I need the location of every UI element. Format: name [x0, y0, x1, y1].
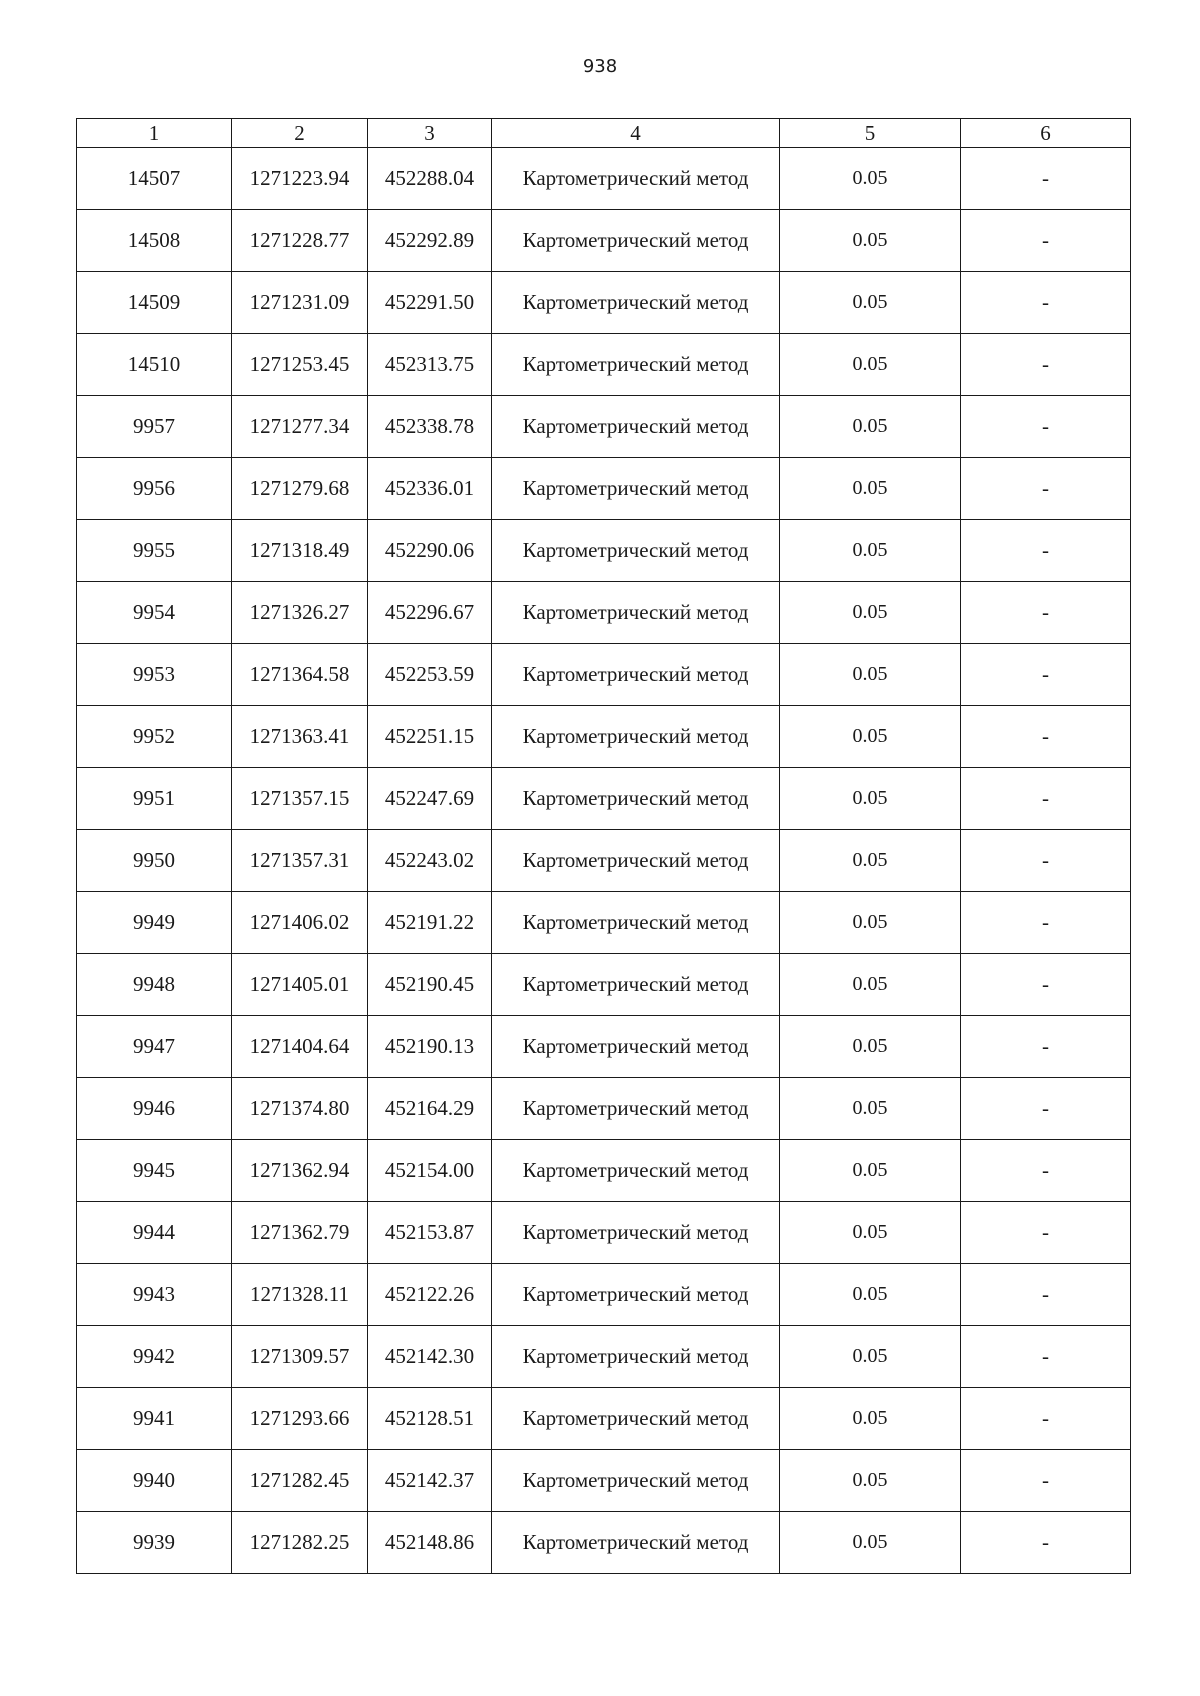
note-cell: -	[961, 892, 1131, 954]
method-cell: Картометрический метод	[492, 1326, 780, 1388]
note-cell: -	[961, 582, 1131, 644]
note-cell: -	[961, 1140, 1131, 1202]
x-coordinate-cell: 1271364.58	[232, 644, 368, 706]
y-coordinate-cell: 452243.02	[368, 830, 492, 892]
y-coordinate-cell: 452313.75	[368, 334, 492, 396]
note-cell: -	[961, 210, 1131, 272]
note-cell: -	[961, 644, 1131, 706]
accuracy-cell: 0.05	[780, 520, 961, 582]
note-cell: -	[961, 830, 1131, 892]
x-coordinate-cell: 1271357.31	[232, 830, 368, 892]
note-cell: -	[961, 1202, 1131, 1264]
method-cell: Картометрический метод	[492, 1078, 780, 1140]
method-cell: Картометрический метод	[492, 148, 780, 210]
note-cell: -	[961, 1264, 1131, 1326]
accuracy-cell: 0.05	[780, 396, 961, 458]
accuracy-cell: 0.05	[780, 1078, 961, 1140]
x-coordinate-cell: 1271328.11	[232, 1264, 368, 1326]
accuracy-cell: 0.05	[780, 148, 961, 210]
point-number-cell: 14510	[77, 334, 232, 396]
method-cell: Картометрический метод	[492, 334, 780, 396]
point-number-cell: 14508	[77, 210, 232, 272]
point-number-cell: 9951	[77, 768, 232, 830]
y-coordinate-cell: 452292.89	[368, 210, 492, 272]
accuracy-cell: 0.05	[780, 892, 961, 954]
y-coordinate-cell: 452253.59	[368, 644, 492, 706]
point-number-cell: 9957	[77, 396, 232, 458]
point-number-cell: 14509	[77, 272, 232, 334]
x-coordinate-cell: 1271326.27	[232, 582, 368, 644]
table-row	[77, 272, 1131, 334]
x-coordinate-cell: 1271228.77	[232, 210, 368, 272]
y-coordinate-cell: 452288.04	[368, 148, 492, 210]
x-coordinate-cell: 1271362.94	[232, 1140, 368, 1202]
table-header	[77, 119, 1131, 148]
table-body	[77, 148, 1131, 1574]
y-coordinate-cell: 452142.37	[368, 1450, 492, 1512]
accuracy-cell: 0.05	[780, 954, 961, 1016]
method-cell: Картометрический метод	[492, 1450, 780, 1512]
column-header-3: 3	[368, 119, 492, 148]
table-row	[77, 706, 1131, 768]
method-cell: Картометрический метод	[492, 396, 780, 458]
table-row	[77, 1512, 1131, 1574]
method-cell: Картометрический метод	[492, 1512, 780, 1574]
table-row	[77, 458, 1131, 520]
note-cell: -	[961, 396, 1131, 458]
note-cell: -	[961, 1512, 1131, 1574]
column-header-6: 6	[961, 119, 1131, 148]
point-number-cell: 9950	[77, 830, 232, 892]
accuracy-cell: 0.05	[780, 210, 961, 272]
y-coordinate-cell: 452128.51	[368, 1388, 492, 1450]
accuracy-cell: 0.05	[780, 706, 961, 768]
note-cell: -	[961, 1016, 1131, 1078]
y-coordinate-cell: 452122.26	[368, 1264, 492, 1326]
column-header-5: 5	[780, 119, 961, 148]
point-number-cell: 9940	[77, 1450, 232, 1512]
table-row	[77, 1326, 1131, 1388]
point-number-cell: 9948	[77, 954, 232, 1016]
method-cell: Картометрический метод	[492, 458, 780, 520]
x-coordinate-cell: 1271357.15	[232, 768, 368, 830]
point-number-cell: 14507	[77, 148, 232, 210]
accuracy-cell: 0.05	[780, 272, 961, 334]
point-number-cell: 9952	[77, 706, 232, 768]
x-coordinate-cell: 1271277.34	[232, 396, 368, 458]
point-number-cell: 9941	[77, 1388, 232, 1450]
method-cell: Картометрический метод	[492, 1140, 780, 1202]
point-number-cell: 9939	[77, 1512, 232, 1574]
point-number-cell: 9956	[77, 458, 232, 520]
method-cell: Картометрический метод	[492, 1202, 780, 1264]
column-header-2: 2	[232, 119, 368, 148]
accuracy-cell: 0.05	[780, 1202, 961, 1264]
table-row	[77, 520, 1131, 582]
accuracy-cell: 0.05	[780, 582, 961, 644]
column-header-4: 4	[492, 119, 780, 148]
x-coordinate-cell: 1271282.25	[232, 1512, 368, 1574]
method-cell: Картометрический метод	[492, 954, 780, 1016]
method-cell: Картометрический метод	[492, 706, 780, 768]
x-coordinate-cell: 1271405.01	[232, 954, 368, 1016]
method-cell: Картометрический метод	[492, 210, 780, 272]
method-cell: Картометрический метод	[492, 768, 780, 830]
method-cell: Картометрический метод	[492, 520, 780, 582]
x-coordinate-cell: 1271318.49	[232, 520, 368, 582]
method-cell: Картометрический метод	[492, 1264, 780, 1326]
coordinates-table	[76, 118, 1131, 1574]
point-number-cell: 9946	[77, 1078, 232, 1140]
table-row	[77, 1388, 1131, 1450]
table-row	[77, 582, 1131, 644]
x-coordinate-cell: 1271404.64	[232, 1016, 368, 1078]
table-row	[77, 334, 1131, 396]
accuracy-cell: 0.05	[780, 458, 961, 520]
method-cell: Картометрический метод	[492, 644, 780, 706]
table-row	[77, 830, 1131, 892]
method-cell: Картометрический метод	[492, 1016, 780, 1078]
y-coordinate-cell: 452142.30	[368, 1326, 492, 1388]
table-row	[77, 892, 1131, 954]
note-cell: -	[961, 1326, 1131, 1388]
accuracy-cell: 0.05	[780, 1016, 961, 1078]
y-coordinate-cell: 452153.87	[368, 1202, 492, 1264]
y-coordinate-cell: 452247.69	[368, 768, 492, 830]
y-coordinate-cell: 452164.29	[368, 1078, 492, 1140]
table-row	[77, 1140, 1131, 1202]
point-number-cell: 9955	[77, 520, 232, 582]
note-cell: -	[961, 1078, 1131, 1140]
accuracy-cell: 0.05	[780, 830, 961, 892]
table-row	[77, 1078, 1131, 1140]
note-cell: -	[961, 954, 1131, 1016]
table-row	[77, 644, 1131, 706]
x-coordinate-cell: 1271374.80	[232, 1078, 368, 1140]
x-coordinate-cell: 1271406.02	[232, 892, 368, 954]
y-coordinate-cell: 452148.86	[368, 1512, 492, 1574]
table-row	[77, 1016, 1131, 1078]
table-row	[77, 396, 1131, 458]
table-row	[77, 1202, 1131, 1264]
accuracy-cell: 0.05	[780, 1264, 961, 1326]
y-coordinate-cell: 452336.01	[368, 458, 492, 520]
method-cell: Картометрический метод	[492, 272, 780, 334]
note-cell: -	[961, 1388, 1131, 1450]
point-number-cell: 9949	[77, 892, 232, 954]
x-coordinate-cell: 1271231.09	[232, 272, 368, 334]
header-row	[77, 119, 1131, 148]
point-number-cell: 9945	[77, 1140, 232, 1202]
accuracy-cell: 0.05	[780, 1140, 961, 1202]
accuracy-cell: 0.05	[780, 334, 961, 396]
point-number-cell: 9953	[77, 644, 232, 706]
point-number-cell: 9942	[77, 1326, 232, 1388]
y-coordinate-cell: 452191.22	[368, 892, 492, 954]
note-cell: -	[961, 272, 1131, 334]
method-cell: Картометрический метод	[492, 892, 780, 954]
y-coordinate-cell: 452338.78	[368, 396, 492, 458]
note-cell: -	[961, 334, 1131, 396]
y-coordinate-cell: 452296.67	[368, 582, 492, 644]
accuracy-cell: 0.05	[780, 1388, 961, 1450]
x-coordinate-cell: 1271293.66	[232, 1388, 368, 1450]
accuracy-cell: 0.05	[780, 1450, 961, 1512]
column-header-1: 1	[77, 119, 232, 148]
accuracy-cell: 0.05	[780, 644, 961, 706]
point-number-cell: 9944	[77, 1202, 232, 1264]
y-coordinate-cell: 452190.13	[368, 1016, 492, 1078]
x-coordinate-cell: 1271282.45	[232, 1450, 368, 1512]
method-cell: Картометрический метод	[492, 582, 780, 644]
y-coordinate-cell: 452190.45	[368, 954, 492, 1016]
method-cell: Картометрический метод	[492, 830, 780, 892]
note-cell: -	[961, 458, 1131, 520]
y-coordinate-cell: 452291.50	[368, 272, 492, 334]
table-row	[77, 1264, 1131, 1326]
note-cell: -	[961, 1450, 1131, 1512]
point-number-cell: 9954	[77, 582, 232, 644]
note-cell: -	[961, 768, 1131, 830]
table-row	[77, 768, 1131, 830]
accuracy-cell: 0.05	[780, 768, 961, 830]
point-number-cell: 9947	[77, 1016, 232, 1078]
note-cell: -	[961, 706, 1131, 768]
x-coordinate-cell: 1271309.57	[232, 1326, 368, 1388]
x-coordinate-cell: 1271223.94	[232, 148, 368, 210]
y-coordinate-cell: 452154.00	[368, 1140, 492, 1202]
x-coordinate-cell: 1271279.68	[232, 458, 368, 520]
table-row	[77, 210, 1131, 272]
y-coordinate-cell: 452251.15	[368, 706, 492, 768]
table-row	[77, 148, 1131, 210]
accuracy-cell: 0.05	[780, 1326, 961, 1388]
table-row	[77, 954, 1131, 1016]
note-cell: -	[961, 520, 1131, 582]
point-number-cell: 9943	[77, 1264, 232, 1326]
x-coordinate-cell: 1271362.79	[232, 1202, 368, 1264]
y-coordinate-cell: 452290.06	[368, 520, 492, 582]
page-number: 938	[582, 56, 618, 77]
method-cell: Картометрический метод	[492, 1388, 780, 1450]
x-coordinate-cell: 1271363.41	[232, 706, 368, 768]
x-coordinate-cell: 1271253.45	[232, 334, 368, 396]
table-row	[77, 1450, 1131, 1512]
accuracy-cell: 0.05	[780, 1512, 961, 1574]
note-cell: -	[961, 148, 1131, 210]
